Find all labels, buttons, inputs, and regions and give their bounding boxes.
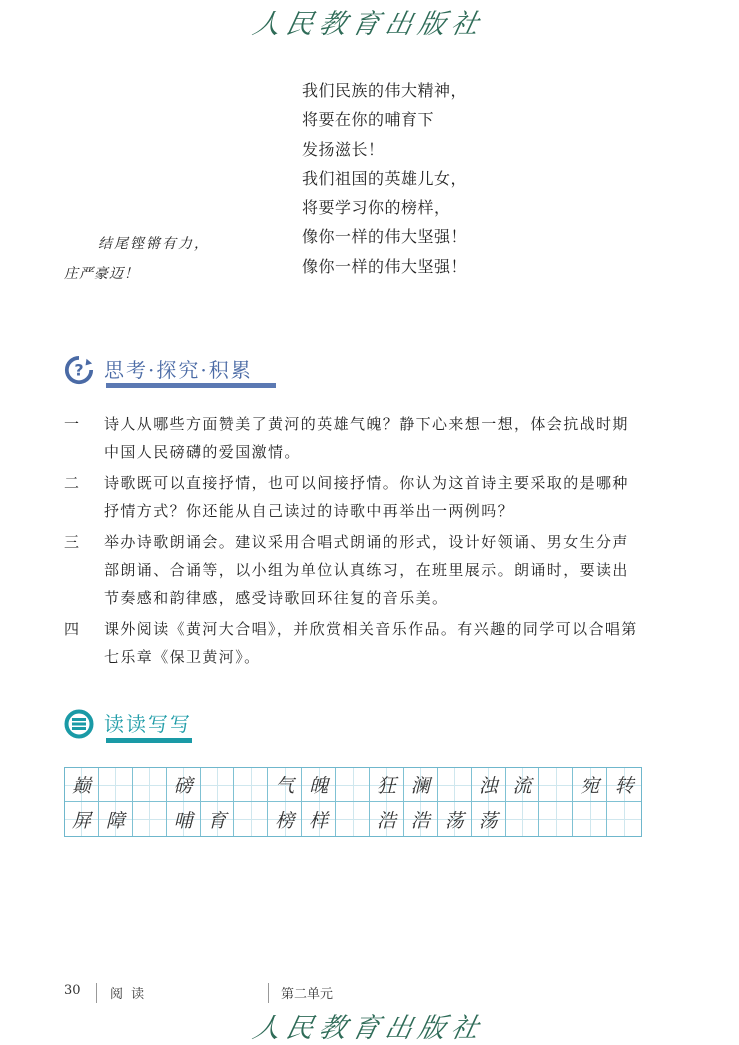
grid-cell	[472, 802, 506, 836]
grid-character: 浊	[478, 775, 498, 797]
grid-character: 障	[105, 809, 125, 832]
grid-cell	[201, 802, 235, 836]
grid-cell	[404, 802, 438, 836]
poem-line: 像你一样的伟大坚强！	[302, 256, 468, 276]
poem-line: 发扬滋长！	[302, 139, 385, 159]
poem-line: 像你一样的伟大坚强！	[302, 227, 468, 247]
poem-line: 将要学习你的榜样，	[302, 198, 451, 218]
grid-character: 气	[275, 775, 295, 797]
grid-cell	[99, 802, 133, 836]
question-item	[64, 410, 644, 466]
grid-cell	[133, 768, 167, 802]
grid-cell	[302, 768, 336, 802]
svg-text:?: ?	[74, 360, 84, 380]
grid-character: 荡	[444, 809, 464, 832]
grid-cell	[234, 802, 268, 836]
grid-cell	[65, 802, 99, 836]
question-list	[64, 410, 644, 671]
grid-character: 育	[207, 809, 227, 832]
grid-cell	[573, 768, 607, 802]
question-number: 二	[64, 474, 81, 492]
grid-character: 浩	[376, 809, 396, 832]
grid-character: 样	[309, 809, 329, 832]
section-header-read-write	[64, 709, 192, 739]
grid-cell	[167, 768, 201, 802]
grid-cell	[539, 768, 573, 802]
grid-character: 浩	[410, 809, 430, 832]
question-item	[64, 469, 644, 525]
grid-cell	[370, 768, 404, 802]
question-item	[64, 615, 644, 671]
grid-character: 磅	[173, 775, 193, 797]
grid-cell	[438, 802, 472, 836]
grid-cell	[201, 768, 235, 802]
grid-cell	[607, 802, 641, 836]
grid-cell	[167, 802, 201, 836]
publisher-logo-top: 人民教育出版社	[250, 9, 488, 40]
grid-cell	[506, 768, 540, 802]
grid-cell	[133, 802, 167, 836]
poem-line: 将要在你的哺育下	[302, 110, 435, 130]
list-lines-icon	[64, 709, 94, 739]
grid-character: 转	[614, 775, 634, 797]
question-text: 举办诗歌朗诵会。建议采用合唱式朗诵的形式，设计好领诵、男女生分声部朗诵、合诵等，以小组为单位认真练习，在班里展示。朗诵时，要读出节奏感和韵律感，感受诗歌回环往复的音乐美。	[104, 533, 629, 607]
poem-line: 我们民族的伟大精神，	[302, 81, 468, 100]
grid-cell	[539, 802, 573, 836]
question-text: 课外阅读《黄河大合唱》，并欣赏相关音乐作品。有兴趣的同学可以合唱第七乐章《保卫黄河》。	[104, 620, 638, 666]
footer-unit: 第二单元	[281, 987, 334, 1002]
grid-cell	[438, 768, 472, 802]
section-header-think	[64, 355, 253, 385]
grid-cell	[99, 768, 133, 802]
grid-cell	[506, 802, 540, 836]
grid-character: 流	[512, 775, 532, 797]
footer-divider	[268, 983, 269, 1003]
poem-stanza	[302, 76, 467, 281]
grid-character: 哺	[173, 809, 193, 832]
grid-character: 巅	[71, 775, 91, 797]
poem-line: 我们祖国的英雄儿女，	[302, 168, 468, 188]
grid-character: 榜	[275, 809, 295, 832]
grid-cell	[404, 768, 438, 802]
question-number: 一	[64, 415, 81, 433]
question-number: 三	[64, 533, 81, 551]
grid-character: 宛	[580, 775, 600, 797]
grid-cell	[302, 802, 336, 836]
question-text: 诗人从哪些方面赞美了黄河的英雄气魄？静下心来想一想，体会抗战时期中国人民磅礴的爱国激情。	[104, 415, 629, 461]
question-item	[64, 528, 644, 612]
annotation-line: 结尾铿锵有力，	[98, 236, 210, 252]
grid-character: 澜	[410, 775, 430, 797]
footer-section: 阅 读	[110, 987, 147, 1002]
vocabulary-writing-grid	[64, 767, 642, 837]
publisher-logo-bottom: 人民教育出版社	[250, 1013, 488, 1044]
question-number: 四	[64, 620, 81, 638]
grid-character: 魄	[309, 775, 329, 797]
grid-cell	[607, 768, 641, 802]
grid-cell	[336, 802, 370, 836]
grid-cell	[573, 802, 607, 836]
question-cycle-icon	[64, 355, 94, 385]
section-title: 思考·探究·积累	[104, 358, 253, 382]
grid-cell	[472, 768, 506, 802]
grid-character: 狂	[376, 775, 396, 797]
grid-cell	[268, 802, 302, 836]
grid-cell	[370, 802, 404, 836]
grid-cell	[65, 768, 99, 802]
grid-cell	[268, 768, 302, 802]
section-underline	[106, 383, 276, 388]
page-number: 30	[64, 983, 81, 998]
margin-annotation	[64, 229, 210, 289]
footer-divider	[96, 983, 97, 1003]
grid-character: 荡	[478, 809, 498, 832]
grid-cell	[234, 768, 268, 802]
annotation-line: 庄严豪迈！	[64, 266, 139, 282]
section-underline	[106, 738, 192, 743]
question-text: 诗歌既可以直接抒情，也可以间接抒情。你认为这首诗主要采取的是哪种抒情方式？你还能从自己读过的诗歌中再举出一两例吗？	[104, 474, 629, 520]
grid-character: 屏	[71, 809, 91, 832]
section-title: 读读写写	[104, 712, 192, 736]
grid-cell	[336, 768, 370, 802]
